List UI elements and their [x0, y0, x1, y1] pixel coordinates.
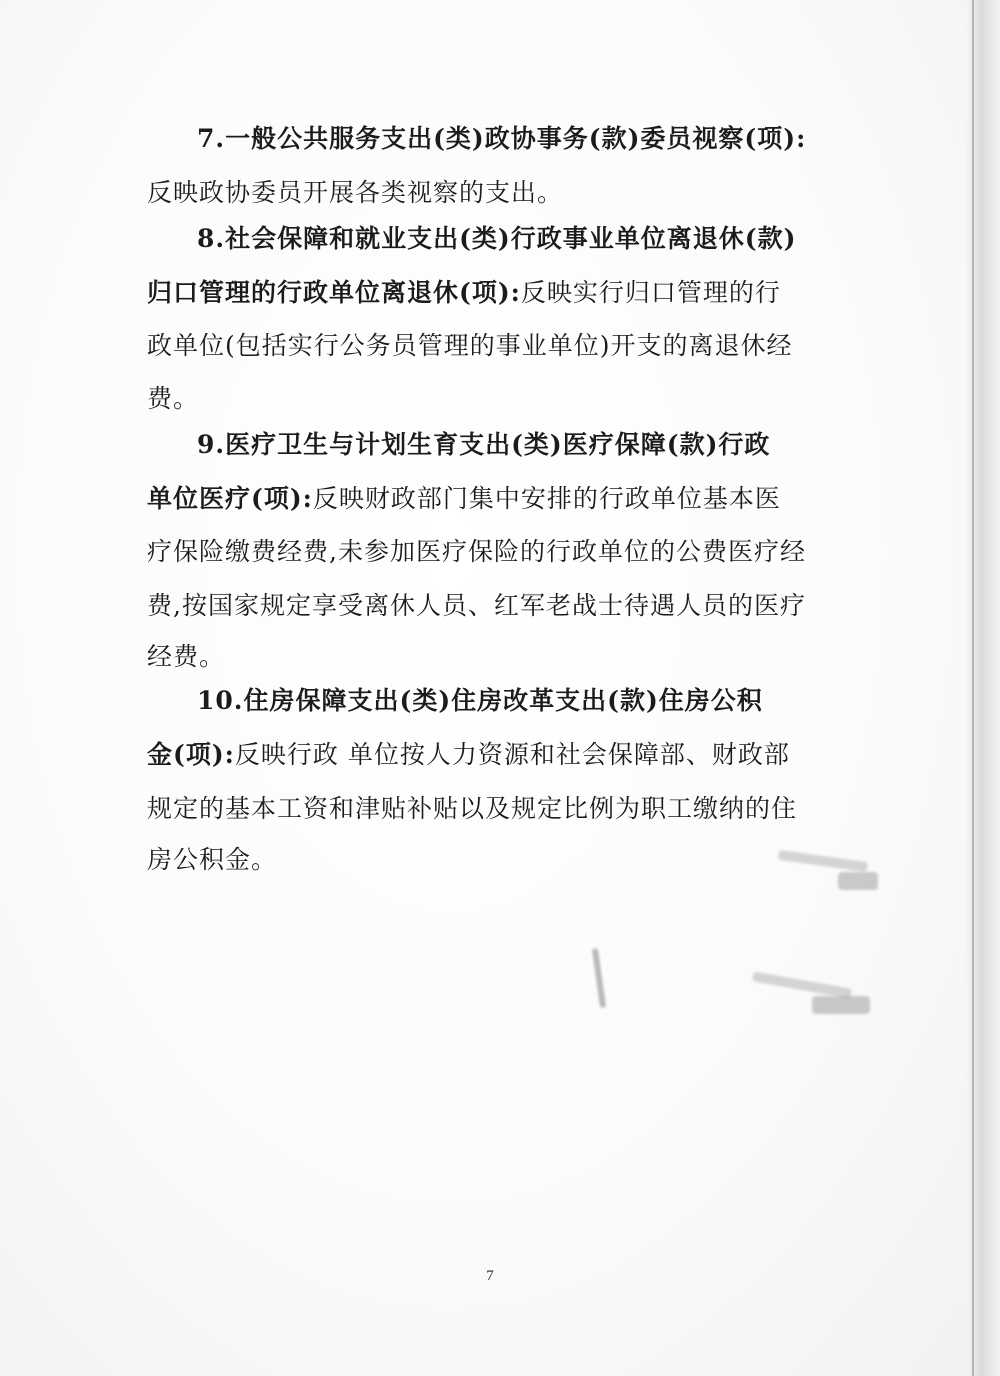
paragraph-line [147, 589, 832, 623]
paragraph-line [147, 482, 832, 516]
page-number: 7 [486, 1268, 494, 1284]
paragraph-line [147, 843, 832, 877]
paragraph-line [147, 176, 832, 210]
paragraph-line [147, 535, 832, 569]
body-text: 经费。 [147, 642, 226, 671]
paragraph-line [147, 382, 832, 416]
body-text: 反映行政 单位按人力资源和社会保障部、财政部 [234, 740, 790, 769]
paragraph-line [197, 684, 832, 718]
bold-text: 归口管理的行政单位离退休(项): [147, 278, 521, 307]
body-text: 反映财政部门集中安排的行政单位基本医 [312, 484, 781, 513]
bold-text: 单位医疗(项): [147, 484, 313, 513]
paragraph-line [147, 329, 832, 363]
body-text: 费。 [147, 384, 200, 413]
body-text: 房公积金。 [147, 845, 278, 874]
bold-text: 8.社会保障和就业支出(类)行政事业单位离退休(款) [197, 224, 797, 253]
paragraph-line [197, 222, 832, 256]
bold-text: 7.一般公共服务支出(类)政协事务(款)委员视察(项): [197, 124, 807, 153]
body-text: 疗保险缴费经费,未参加医疗保险的行政单位的公费医疗经 [147, 537, 806, 566]
paragraph-line [197, 122, 832, 156]
bold-text: 金(项): [147, 740, 235, 769]
body-text: 费,按国家规定享受离休人员、红军老战士待遇人员的医疗 [147, 591, 806, 620]
body-text: 反映实行归口管理的行 [520, 278, 781, 307]
paragraph-line [147, 792, 832, 826]
paragraph-line [147, 276, 832, 310]
paragraph-line [197, 428, 832, 462]
bold-text: 9.医疗卫生与计划生育支出(类)医疗保障(款)行政 [197, 430, 771, 459]
bold-text: 10.住房保障支出(类)住房改革支出(款)住房公积 [197, 686, 763, 715]
paragraph-line [147, 640, 832, 674]
body-text: 规定的基本工资和津贴补贴以及规定比例为职工缴纳的住 [147, 794, 798, 823]
body-text: 反映政协委员开展各类视察的支出。 [147, 178, 564, 207]
paragraph-line [147, 738, 832, 772]
body-text: 政单位(包括实行公务员管理的事业单位)开支的离退休经 [147, 331, 793, 360]
